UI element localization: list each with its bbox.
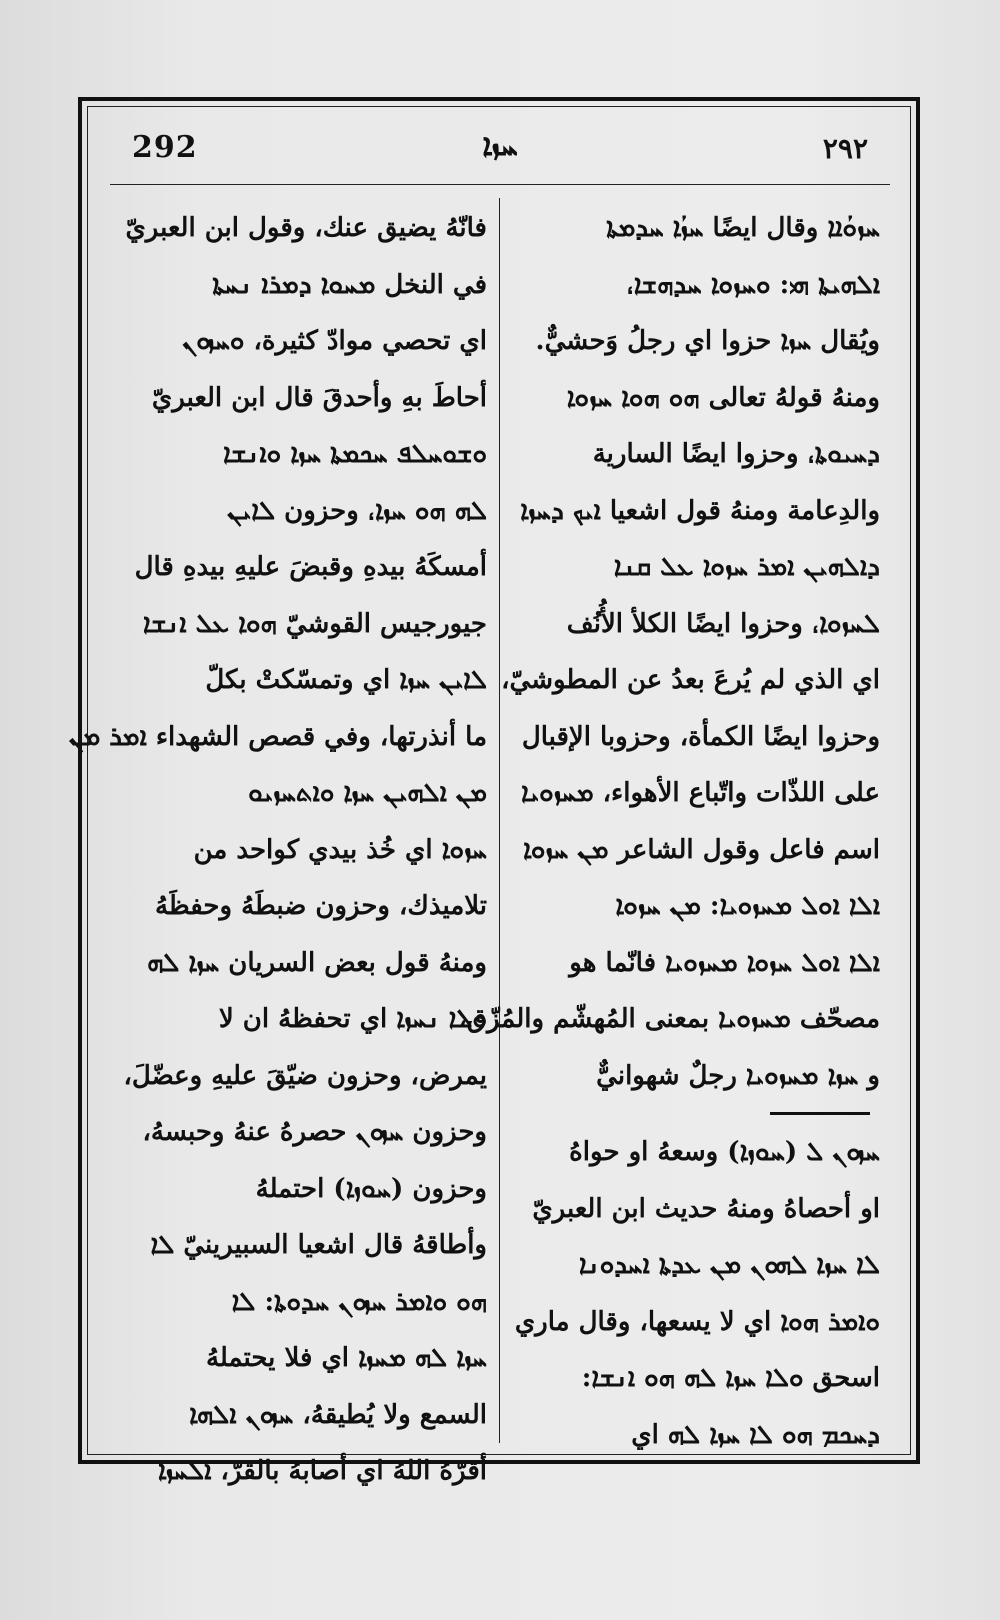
text-line: ܕܐܠܗܝܢ ܐܡܪ ܚܙܘܐ ܥܠ ܩܢܐ [613,552,880,582]
text-line: أحاطَ بهِ وأحدقَ قال ابن العبريّ [151,382,487,413]
text-line: ܘܐܡܪ ܗܘܐ اي لا يسعها، وقال ماري [514,1306,880,1337]
text-line: ܗܘ ܘܐܡܪ ܚܙܘܢ ܚܕܘܬܐ: ܠܐ [231,1286,487,1317]
text-line: ܘܫܘܚܠܦ ܚܟܡܬܐ ܚܙܐ ܘܐܢܫܐ [222,439,487,469]
text-line: وحزون (ܚܘܙܐ) احتملهُ [255,1173,487,1204]
entry-separator-rule [505,1104,880,1124]
text-line: اي تحصي موادّ كثيرة، ܘܚܙܘܢ [182,326,487,356]
column-divider [499,198,500,1443]
right-column [458,200,880,1463]
text-line: ܘܠܐ ܢܚܙܐ اي تحفظهُ ان لا [218,1004,487,1034]
text-line: على اللذّات واتّباع الأهواء، ܡܚܙܘܝܐ [520,778,880,808]
text-line: أقرّهُ اللهُ اي أصابهُ بالقرّ، ܐܠܚܙܐ [157,1456,487,1486]
page-number-latin: 292 [132,130,198,165]
text-line: و ܚܙܐ ܡܚܙܘܝܐ رجلٌ شهوانيٌّ [596,1060,880,1091]
text-line: ما أنذرتها، وفي قصص الشهداء ܐܡܪ ܡܢ [69,721,487,752]
running-head: ܚܙܐ [482,128,518,163]
text-line: ܠܐܝܢ ܚܙܐ اي وتمسّكتْ بكلّ [205,665,487,695]
text-line: يمرض، وحزون ضيّقَ عليهِ وعضّلَ، [123,1060,487,1091]
text-line: ܠܚܙܘܐ، وحزوا ايضًا الكلأ الأُنُف [566,608,880,639]
text-line: ܚܙܐ ܠܗ ܡܚܙܐ اي فلا يحتملهُ [205,1343,487,1373]
text-line: ܚܙܘܢ ܠ (ܚܘܙܐ) وسعهُ او حواهُ [569,1137,880,1167]
text-line: او أحصاهُ ومنهُ حديث ابن العبريّ [532,1193,880,1224]
page-header [100,118,900,178]
left-column [69,200,487,1500]
text-line: وحزوا ايضًا الكمأة، وحزوبا الإقبال [521,721,880,752]
text-line: اسحق ܘܠܐ ܚܙܐ ܠܗ ܗܘ ܐܢܫܐ: [581,1363,880,1393]
text-line: ܡܢ ܐܠܗܝܢ ܚܙܐ ܘܐܬܚܙܝܘ [248,778,487,808]
text-line: اسم فاعل وقول الشاعر ܡܢ ܚܙܘܐ [523,834,880,865]
text-line: أمسكَهُ بيدهِ وقبضَ عليهِ بيدهِ قال [134,552,487,582]
text-line: اي الذي لم يُرعَ بعدُ عن المطوشيّ، [501,665,880,695]
text-line: ومنهُ قول بعض السريان ܚܙܐ ܠܗ [147,947,487,978]
text-line: ويُقال ܚܙܐ حزوا اي رجلُ وَحشيٌّ. [535,326,880,356]
text-line: ومنهُ قولهُ تعالى ܗܘ ܗܘܐ ܚܙܘܐ [566,382,880,413]
text-line: جيورجيس القوشيّ ܗܘܐ ܥܠ ܐܢܫܐ [142,608,487,639]
text-line: ܕܚܟܡ ܗܘ ܠܐ ܚܙܐ ܠܗ اي [631,1419,880,1450]
text-line: في النخل ܡܚܘܐ ܕܡܪܐ ܢܚܬܐ [212,269,487,300]
text-line: ܚܙܘܳܐܐ وقال ايضًا ܚܙܳܐ ܚܕܡܬܐ [606,213,880,243]
text-line: والدِعامة ومنهُ قول اشعيا ܐܝܟ ܕܚܙܐ [520,495,880,526]
text-line: السمع ولا يُطيقهُ، ܚܙܘܢ ܐܠܗܐ [189,1399,487,1430]
text-line: ܕܚܝܘܬܐ، وحزوا ايضًا السارية [592,439,880,469]
text-line: فانّهُ يضيق عنك، وقول ابن العبريّ [125,213,487,243]
text-line: وحزون ܚܙܘܢ حصرهُ عنهُ وحبسهُ، [142,1117,487,1147]
header-rule [110,184,890,185]
text-line: وأطاقهُ قال اشعيا السبيرينيّ ܠܐ [150,1230,487,1260]
page-number-arabic: ٢٩٢ [822,132,868,165]
text-line: ܐܠܐ ܐܘܠ ܚܙܘܐ ܡܚܙܘܝܐ فانّما هو [569,947,880,978]
text-line: مصحّف ܡܚܙܘܝܐ بمعنى المُهشّم والمُزّق، [458,1004,880,1034]
text-line: ܐܠܐ ܐܘܠ ܡܚܙܘܝܐ: ܡܢ ܚܙܘܐ [615,891,880,921]
text-line: ܚܙܘܐ اي خُذ بيدي كواحد من [193,834,487,865]
text-line: ܠܐ ܚܙܐ ܠܗܘܢ ܡܢ ܥܕܬܐ ܐܚܕܘܢܐ [578,1250,880,1280]
text-line: تلاميذك، وحزون ضبطَهُ وحفظَهُ [154,891,487,921]
text-line: ܠܗ ܗܘ ܚܙܐ، وحزون ܠܐܝܢ [227,495,487,526]
text-line: ܐܠܗܝܬܐ ܗܝ: ܘܚܙܘܐ ܚܕܗܫܐ، [626,269,880,300]
